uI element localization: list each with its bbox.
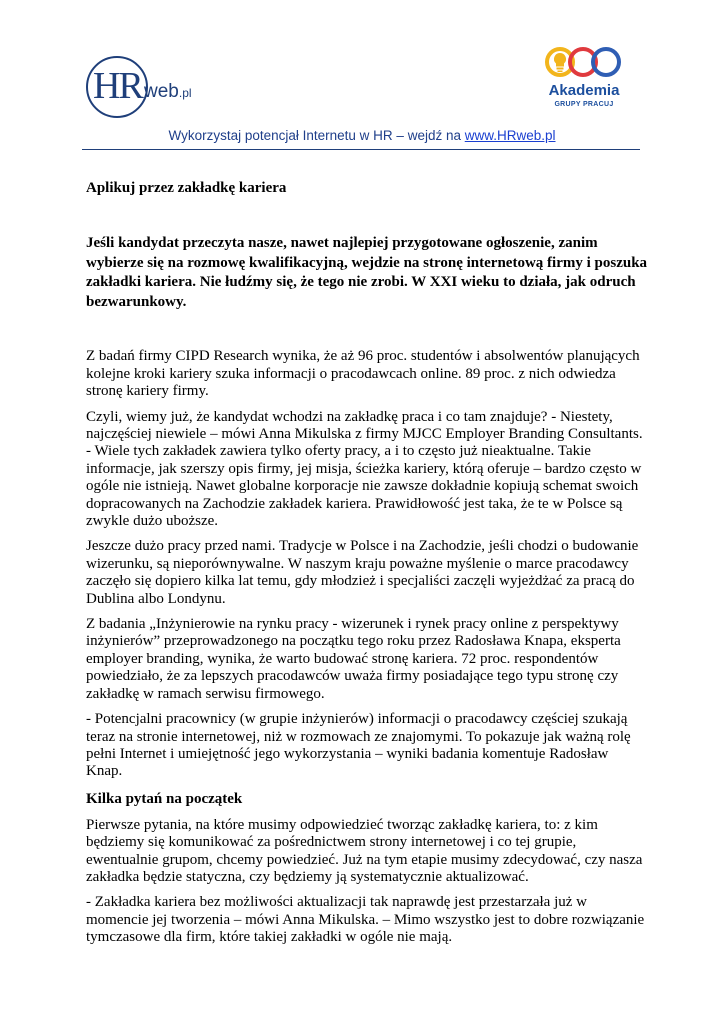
hrweb-logo-web: web.pl: [144, 81, 192, 102]
article-title: Aplikuj przez zakładkę kariera: [86, 180, 287, 196]
paragraph: Pierwsze pytania, na które musimy odpowiedzieć tworząc zakładkę kariera, to: z kim będziemy się komunikować za pośrednictwem strony internetowej i co tej grupie, ewentualnie grupom, chcemy powiedzieć. Już na tym etapie musimy zdecydować, czy nasza zakładka będzie statyczna, czy będziemy ją systematycznie aktualizować.: [86, 816, 643, 885]
hrweb-logo-hr: HR: [93, 65, 142, 107]
section-heading: Kilka pytań na początek: [86, 790, 243, 807]
tagline-text: Wykorzystaj potencjał Internetu w HR – wejdź na: [168, 128, 465, 143]
header-tagline: [0, 128, 724, 144]
akademia-logo-title: Akademia: [548, 82, 620, 99]
akademia-logo: [536, 44, 632, 116]
article-lead: Jeśli kandydat przeczyta nasze, nawet najlepiej przygotowane ogłoszenie, zanim wybierze się na rozmowę kwalifikacyjną, wejdzie na stronę internetową firmy i poszuka zakładki kariera. Nie łudźmy się, że tego nie zrobi. W XXI wieku to działa, jak odruch bezwarunkowy.: [86, 235, 648, 310]
article: [86, 179, 648, 947]
paragraph: - Zakładka kariera bez możliwości aktualizacji tak naprawdę jest przestarzała już w momencie jej tworzenia – mówi Anna Mikulska. – Mimo wszystko jest to dobre rozwiązanie tymczasowe dla firm, które takiej zakładki w ogóle nie mają.: [86, 894, 645, 946]
hrweb-logo: [84, 54, 196, 120]
paragraph: Z badań firmy CIPD Research wynika, że aż 96 proc. studentów i absolwentów planujących kolejne kroki kariery szuka informacji o pracodawcach online. 89 proc. z nich odwiedza stronę kariery firmy.: [86, 348, 640, 400]
akademia-logo-subtitle: GRUPY PRACUJ: [554, 101, 614, 108]
paragraph: Czyli, wiemy już, że kandydat wchodzi na zakładkę praca i co tam znajduje? - Niestety, najczęściej niewiele – mówi Anna Mikulska z firmy MJCC Employer Branding Consultants. - Wiele tych zakładek zawiera tylko oferty pracy, a i to często już nieaktualne. Takie informacje, jak szerszy opis firmy, jej misja, ścieżka kariery, którą oferuje – bardzo często w ogóle nie istnieją. Nawet globalne korporacje nie zawsze dokładnie kopiują schemat swoich dopracowanych na Zachodzie zakładek kariera. Prawidłowość jest taka, że te w Polsce są zwykle dużo uboższe.: [86, 408, 643, 530]
header-divider: [82, 149, 640, 150]
paragraph: - Potencjalni pracownicy (w grupie inżynierów) informacji o pracodawcy częściej szukają teraz na stronie internetowej, niż w rozmowach ze znajomymi. To pokazuje jak ważną rolę pełni Internet i umiejętność jego wykorzystania – wyniki badania komentuje Radosław Knap.: [86, 711, 631, 780]
lightbulb-rings-icon: [544, 44, 624, 82]
paragraph: Jeszcze dużo pracy przed nami. Tradycje w Polsce i na Zachodzie, jeśli chodzi o budowanie wizerunku, są nieporównywalne. W naszym kraju poważne myślenie o marce pracodawcy zaczęło się dopiero kilka lat temu, gdy młodzież i specjaliści zaczęli wyjeżdżać za pracą do Dublina albo Londynu.: [86, 538, 639, 607]
hrweb-link[interactable]: www.HRweb.pl: [464, 128, 556, 143]
paragraph: Z badania „Inżynierowie na rynku pracy - wizerunek i rynek pracy online z perspektywy inżynierów” przeprowadzonego na początku tego roku przez Radosława Knapa, eksperta employer branding, wynika, że warto budować stronę kariera. 72 proc. respondentów powiedziało, że za lepszych pracodawców uważa firmy posiadające tego typu stronę czy zakładkę w ramach serwisu firmowego.: [86, 616, 621, 702]
